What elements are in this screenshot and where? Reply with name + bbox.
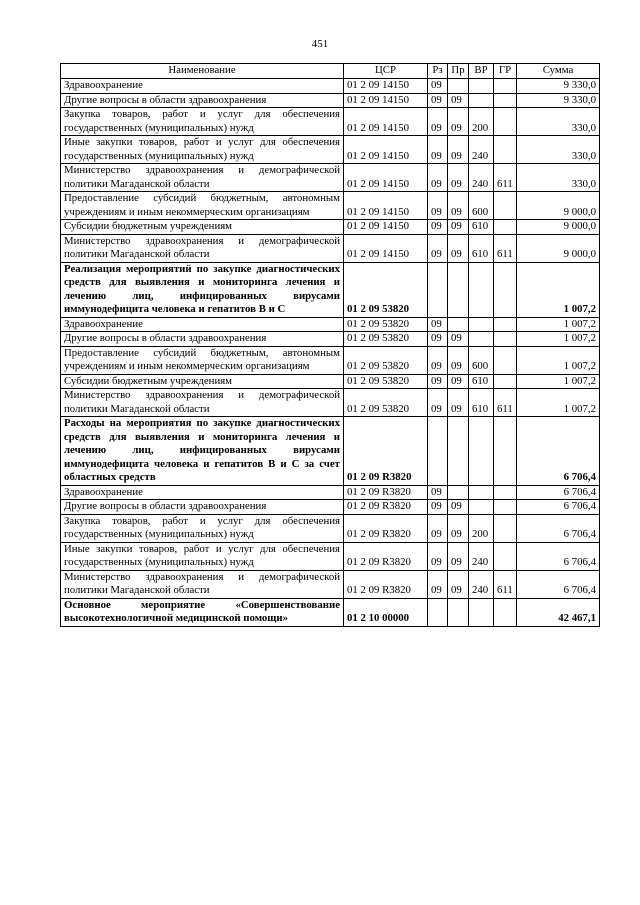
cell-vr: 240 <box>469 164 494 192</box>
cell-csr: 01 2 09 14150 <box>344 234 428 262</box>
cell-vr: 200 <box>469 514 494 542</box>
cell-pr <box>448 262 469 317</box>
cell-gr <box>494 136 517 164</box>
cell-gr <box>494 108 517 136</box>
cell-csr: 01 2 09 14150 <box>344 136 428 164</box>
cell-gr <box>494 192 517 220</box>
cell-csr: 01 2 09 53820 <box>344 262 428 317</box>
cell-pr: 09 <box>448 164 469 192</box>
cell-sum: 9 000,0 <box>517 220 600 235</box>
cell-sum: 42 467,1 <box>517 598 600 626</box>
cell-name: Другие вопросы в области здравоохранения <box>61 500 344 515</box>
cell-name: Основное мероприятие «Совершенствование высокотехнологичной медицинской помощи» <box>61 598 344 626</box>
cell-pr: 09 <box>448 234 469 262</box>
cell-rz: 09 <box>428 374 448 389</box>
table-row <box>61 374 600 389</box>
cell-rz: 09 <box>428 332 448 347</box>
cell-rz: 09 <box>428 136 448 164</box>
cell-pr <box>448 485 469 500</box>
cell-sum: 1 007,2 <box>517 262 600 317</box>
table-row <box>61 542 600 570</box>
cell-name: Расходы на мероприятия по закупке диагностических средств для выявления и мониторинга лечения и лечению лиц, инфицированных вирусами иммунодефицита человека и гепатитов В и С за счет областных средств <box>61 417 344 486</box>
cell-pr: 09 <box>448 220 469 235</box>
cell-csr: 01 2 09 14150 <box>344 79 428 94</box>
cell-name: Субсидии бюджетным учреждениям <box>61 374 344 389</box>
cell-sum: 1 007,2 <box>517 317 600 332</box>
cell-vr <box>469 79 494 94</box>
cell-gr: 611 <box>494 389 517 417</box>
cell-rz: 09 <box>428 234 448 262</box>
table-row <box>61 164 600 192</box>
cell-name: Здравоохранение <box>61 79 344 94</box>
table-row <box>61 485 600 500</box>
cell-pr: 09 <box>448 192 469 220</box>
cell-csr: 01 2 09 14150 <box>344 164 428 192</box>
cell-vr: 240 <box>469 136 494 164</box>
table-row <box>61 192 600 220</box>
table-row <box>61 317 600 332</box>
cell-sum: 6 706,4 <box>517 570 600 598</box>
cell-sum: 6 706,4 <box>517 500 600 515</box>
cell-vr <box>469 262 494 317</box>
cell-name: Другие вопросы в области здравоохранения <box>61 332 344 347</box>
cell-vr: 240 <box>469 542 494 570</box>
cell-sum: 9 000,0 <box>517 192 600 220</box>
cell-sum: 1 007,2 <box>517 389 600 417</box>
cell-gr <box>494 262 517 317</box>
cell-vr <box>469 485 494 500</box>
cell-name: Министерство здравоохранения и демографической политики Магаданской области <box>61 164 344 192</box>
cell-csr: 01 2 09 14150 <box>344 93 428 108</box>
cell-gr <box>494 93 517 108</box>
cell-rz: 09 <box>428 220 448 235</box>
cell-gr <box>494 500 517 515</box>
cell-vr <box>469 332 494 347</box>
cell-pr <box>448 598 469 626</box>
table-row <box>61 108 600 136</box>
cell-csr: 01 2 09 14150 <box>344 108 428 136</box>
table-row <box>61 332 600 347</box>
cell-sum: 1 007,2 <box>517 374 600 389</box>
cell-name: Иные закупки товаров, работ и услуг для обеспечения государственных (муниципальных) нужд <box>61 542 344 570</box>
table-row <box>61 346 600 374</box>
cell-rz: 09 <box>428 570 448 598</box>
cell-vr: 240 <box>469 570 494 598</box>
cell-vr: 600 <box>469 192 494 220</box>
cell-rz: 09 <box>428 485 448 500</box>
cell-csr: 01 2 09 R3820 <box>344 417 428 486</box>
cell-pr: 09 <box>448 136 469 164</box>
cell-csr: 01 2 09 R3820 <box>344 485 428 500</box>
cell-rz <box>428 417 448 486</box>
cell-name: Закупка товаров, работ и услуг для обеспечения государственных (муниципальных) нужд <box>61 108 344 136</box>
cell-rz: 09 <box>428 542 448 570</box>
cell-sum: 9 000,0 <box>517 234 600 262</box>
cell-gr <box>494 417 517 486</box>
cell-csr: 01 2 09 53820 <box>344 332 428 347</box>
cell-sum: 6 706,4 <box>517 514 600 542</box>
cell-gr <box>494 374 517 389</box>
table-row <box>61 570 600 598</box>
cell-gr <box>494 332 517 347</box>
cell-pr: 09 <box>448 570 469 598</box>
cell-gr <box>494 485 517 500</box>
cell-csr: 01 2 09 53820 <box>344 317 428 332</box>
table-row <box>61 417 600 486</box>
table-row <box>61 234 600 262</box>
cell-vr <box>469 417 494 486</box>
cell-rz: 09 <box>428 108 448 136</box>
cell-csr: 01 2 09 14150 <box>344 192 428 220</box>
cell-sum: 330,0 <box>517 136 600 164</box>
cell-pr: 09 <box>448 500 469 515</box>
cell-name: Министерство здравоохранения и демографической политики Магаданской области <box>61 389 344 417</box>
cell-gr: 611 <box>494 570 517 598</box>
header-vr: ВР <box>469 64 494 79</box>
cell-name: Закупка товаров, работ и услуг для обеспечения государственных (муниципальных) нужд <box>61 514 344 542</box>
header-pr: Пр <box>448 64 469 79</box>
cell-sum: 330,0 <box>517 108 600 136</box>
header-rz: Рз <box>428 64 448 79</box>
cell-gr <box>494 514 517 542</box>
cell-rz <box>428 262 448 317</box>
cell-vr: 610 <box>469 389 494 417</box>
cell-gr <box>494 542 517 570</box>
page-number: 451 <box>311 38 329 50</box>
cell-rz: 09 <box>428 192 448 220</box>
cell-pr: 09 <box>448 514 469 542</box>
cell-rz: 09 <box>428 389 448 417</box>
cell-rz: 09 <box>428 500 448 515</box>
cell-gr <box>494 598 517 626</box>
cell-sum: 9 330,0 <box>517 93 600 108</box>
table-row <box>61 136 600 164</box>
header-csr: ЦСР <box>344 64 428 79</box>
cell-csr: 01 2 10 00000 <box>344 598 428 626</box>
cell-name: Здравоохранение <box>61 317 344 332</box>
cell-sum: 1 007,2 <box>517 346 600 374</box>
cell-csr: 01 2 09 R3820 <box>344 514 428 542</box>
cell-pr: 09 <box>448 346 469 374</box>
table-row <box>61 79 600 94</box>
cell-csr: 01 2 09 R3820 <box>344 500 428 515</box>
cell-gr <box>494 346 517 374</box>
table-row <box>61 500 600 515</box>
cell-vr: 600 <box>469 346 494 374</box>
cell-csr: 01 2 09 R3820 <box>344 542 428 570</box>
cell-vr: 610 <box>469 374 494 389</box>
cell-pr <box>448 79 469 94</box>
header-gr: ГР <box>494 64 517 79</box>
cell-vr <box>469 93 494 108</box>
cell-pr: 09 <box>448 332 469 347</box>
budget-table <box>60 63 600 627</box>
cell-sum: 6 706,4 <box>517 542 600 570</box>
header-sum: Сумма <box>517 64 600 79</box>
cell-rz: 09 <box>428 317 448 332</box>
cell-name: Здравоохранение <box>61 485 344 500</box>
cell-gr <box>494 79 517 94</box>
cell-name: Иные закупки товаров, работ и услуг для обеспечения государственных (муниципальных) нужд <box>61 136 344 164</box>
table-row <box>61 93 600 108</box>
table-row <box>61 598 600 626</box>
cell-sum: 1 007,2 <box>517 332 600 347</box>
table-row <box>61 262 600 317</box>
cell-csr: 01 2 09 R3820 <box>344 570 428 598</box>
cell-name: Реализация мероприятий по закупке диагностических средств для выявления и мониторинга лечения и лечению лиц, инфицированных вирусами иммунодефицита человека и гепатитов В и С <box>61 262 344 317</box>
cell-csr: 01 2 09 53820 <box>344 346 428 374</box>
cell-sum: 330,0 <box>517 164 600 192</box>
cell-gr <box>494 317 517 332</box>
cell-pr: 09 <box>448 389 469 417</box>
cell-rz: 09 <box>428 164 448 192</box>
cell-rz: 09 <box>428 79 448 94</box>
cell-sum: 6 706,4 <box>517 417 600 486</box>
cell-rz: 09 <box>428 346 448 374</box>
table-row <box>61 220 600 235</box>
cell-sum: 6 706,4 <box>517 485 600 500</box>
cell-rz <box>428 598 448 626</box>
table-row <box>61 514 600 542</box>
cell-vr <box>469 500 494 515</box>
cell-pr: 09 <box>448 542 469 570</box>
cell-csr: 01 2 09 53820 <box>344 389 428 417</box>
cell-csr: 01 2 09 53820 <box>344 374 428 389</box>
cell-gr: 611 <box>494 234 517 262</box>
cell-vr: 610 <box>469 220 494 235</box>
cell-gr <box>494 220 517 235</box>
cell-name: Министерство здравоохранения и демографической политики Магаданской области <box>61 234 344 262</box>
cell-pr: 09 <box>448 108 469 136</box>
cell-pr: 09 <box>448 93 469 108</box>
cell-vr <box>469 317 494 332</box>
cell-name: Министерство здравоохранения и демографической политики Магаданской области <box>61 570 344 598</box>
cell-pr <box>448 417 469 486</box>
cell-name: Другие вопросы в области здравоохранения <box>61 93 344 108</box>
cell-sum: 9 330,0 <box>517 79 600 94</box>
cell-name: Предоставление субсидий бюджетным, автономным учреждениям и иным некоммерческим организациям <box>61 192 344 220</box>
cell-name: Субсидии бюджетным учреждениям <box>61 220 344 235</box>
table-row <box>61 389 600 417</box>
cell-vr: 200 <box>469 108 494 136</box>
cell-pr <box>448 317 469 332</box>
cell-csr: 01 2 09 14150 <box>344 220 428 235</box>
table-header-row <box>61 64 600 79</box>
cell-gr: 611 <box>494 164 517 192</box>
cell-pr: 09 <box>448 374 469 389</box>
cell-vr <box>469 598 494 626</box>
cell-name: Предоставление субсидий бюджетным, автономным учреждениям и иным некоммерческим организациям <box>61 346 344 374</box>
cell-rz: 09 <box>428 93 448 108</box>
header-name: Наименование <box>61 64 344 79</box>
cell-vr: 610 <box>469 234 494 262</box>
cell-rz: 09 <box>428 514 448 542</box>
